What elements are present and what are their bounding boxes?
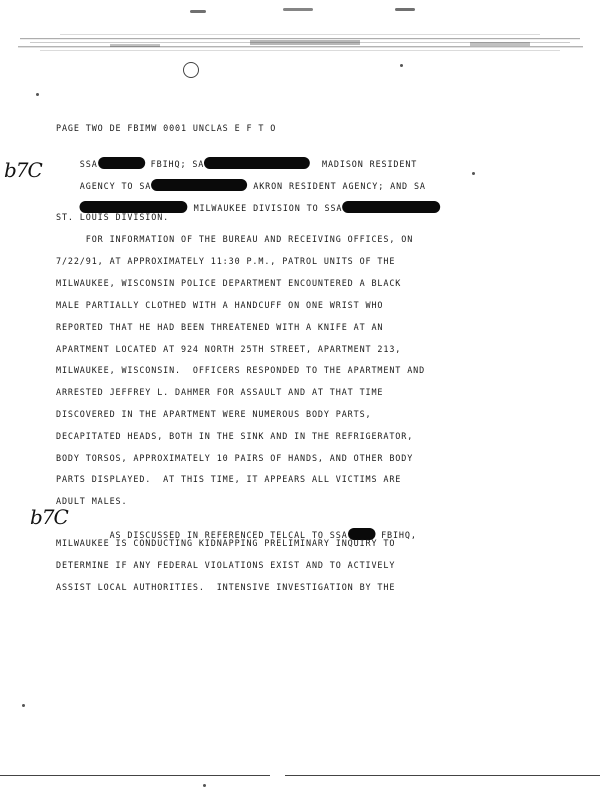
routing-text: FBIHQ; SA xyxy=(150,160,205,170)
body-line: APARTMENT LOCATED AT 924 NORTH 25TH STREET, APARTMENT 213, xyxy=(56,345,402,355)
body-line: DISCOVERED IN THE APARTMENT WERE NUMEROUS BODY PARTS, xyxy=(56,410,372,420)
body-line: BODY TORSOS, APPROXIMATELY 10 PAIRS OF HANDS, AND OTHER BODY xyxy=(56,454,414,464)
body-line: 7/22/91, AT APPROXIMATELY 11:30 P.M., PATROL UNITS OF THE xyxy=(56,257,396,267)
scan-noise-band xyxy=(0,0,600,70)
routing-text: AGENCY TO SA xyxy=(79,182,152,192)
body-line: MILWAUKEE IS CONDUCTING KIDNAPPING PRELIMINARY INQUIRY TO xyxy=(56,539,396,549)
body-line: DETERMINE IF ANY FEDERAL VIOLATIONS EXIST AND TO ACTIVELY xyxy=(56,561,396,571)
body-line: ADULT MALES. xyxy=(56,497,128,507)
punch-hole-mark xyxy=(183,62,199,78)
page-bottom-edge-line xyxy=(0,775,270,776)
scan-speck xyxy=(472,172,475,175)
body-line: ARRESTED JEFFREY L. DAHMER FOR ASSAULT AND AT THAT TIME xyxy=(56,388,384,398)
routing-text: MADISON RESIDENT xyxy=(322,160,418,170)
routing-text: MILWAUKEE DIVISION TO SSA xyxy=(193,204,343,214)
page-bottom-edge-line xyxy=(285,775,600,776)
scan-speck xyxy=(203,784,206,787)
routing-text: SSA xyxy=(79,160,98,170)
body-line: REPORTED THAT HE HAD BEEN THREATENED WITH A KNIFE AT AN xyxy=(56,323,384,333)
body-text: AS DISCUSSED IN REFERENCED TELCAL TO SSA xyxy=(79,531,348,541)
scan-speck xyxy=(22,704,25,707)
handwritten-exemption-mark: b7C xyxy=(30,505,68,529)
redaction-bar xyxy=(80,201,188,213)
teletype-header: PAGE TWO DE FBIMW 0001 UNCLAS E F T O xyxy=(56,124,277,134)
routing-line-4: ST. LOUIS DIVISION. xyxy=(56,213,170,223)
body-line: ASSIST LOCAL AUTHORITIES. INTENSIVE INVESTIGATION BY THE xyxy=(56,583,396,593)
redaction-bar xyxy=(342,201,440,213)
body-line: MILWAUKEE, WISCONSIN POLICE DEPARTMENT ENCOUNTERED A BLACK xyxy=(56,279,402,289)
body-text: FBIHQ, xyxy=(381,531,417,541)
handwritten-exemption-mark: b7C xyxy=(4,158,42,182)
body-line: DECAPITATED HEADS, BOTH IN THE SINK AND IN THE REFRIGERATOR, xyxy=(56,432,414,442)
scan-speck xyxy=(36,93,39,96)
routing-text: AKRON RESIDENT AGENCY; AND SA xyxy=(253,182,426,192)
body-line: FOR INFORMATION OF THE BUREAU AND RECEIVING OFFICES, ON xyxy=(56,235,414,245)
body-line: PARTS DISPLAYED. AT THIS TIME, IT APPEARS ALL VICTIMS ARE xyxy=(56,475,402,485)
scan-speck xyxy=(400,64,403,67)
body-line: MALE PARTIALLY CLOTHED WITH A HANDCUFF ON ONE WRIST WHO xyxy=(56,301,384,311)
body-line: MILWAUKEE, WISCONSIN. OFFICERS RESPONDED TO THE APARTMENT AND xyxy=(56,366,426,376)
